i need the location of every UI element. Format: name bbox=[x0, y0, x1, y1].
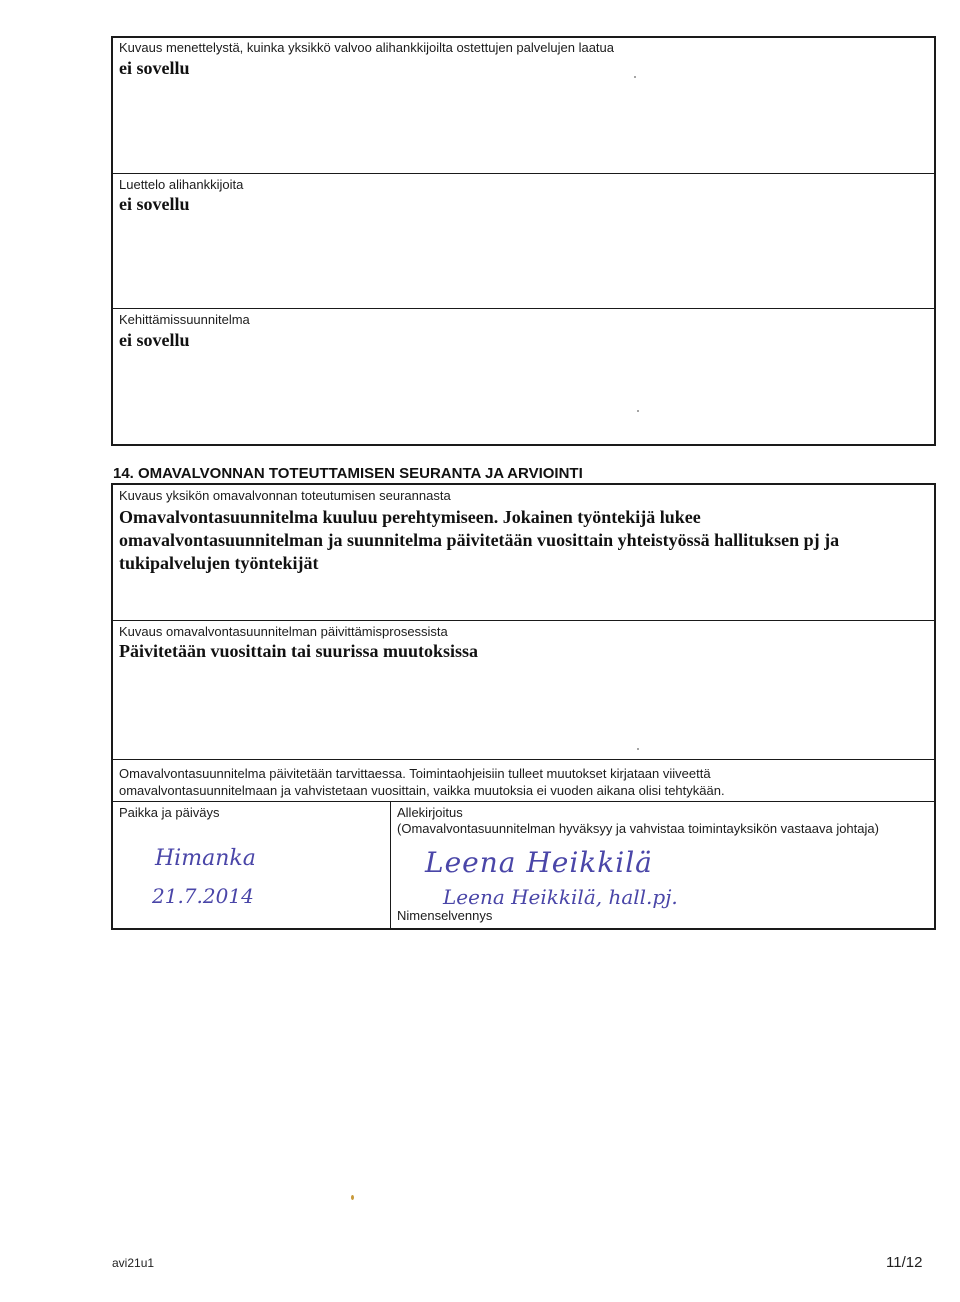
scan-speck bbox=[351, 1195, 354, 1200]
development-plan-label: Kehittämissuunnitelma bbox=[119, 312, 250, 327]
divider bbox=[113, 801, 934, 802]
signature-label: Allekirjoitus bbox=[397, 805, 463, 820]
quality-monitoring-label: Kuvaus menettelystä, kuinka yksikkö valvoo alihankkijoilta ostettujen palvelujen laatua bbox=[119, 40, 615, 55]
signature-sublabel: (Omavalvontasuunnitelman hyväksyy ja vahvistaa toimintayksikön vastaava johtaja) bbox=[397, 821, 879, 836]
handwritten-date: 21.7.2014 bbox=[152, 884, 254, 908]
divider bbox=[113, 759, 934, 760]
scan-speck bbox=[637, 410, 639, 412]
column-divider bbox=[390, 801, 391, 928]
subcontractor-list-label: Luettelo alihankkijoita bbox=[119, 177, 244, 192]
subcontracting-section-box bbox=[111, 36, 936, 446]
handwritten-place: Himanka bbox=[155, 846, 256, 871]
update-process-value: Päivitetään vuosittain tai suurissa muutoksissa bbox=[119, 641, 479, 661]
update-note-line-1: Omavalvontasuunnitelma päivitetään tarvittaessa. Toimintaohjeisiin tulleet muutokset kirjataan viiveettä bbox=[119, 766, 711, 781]
monitoring-label: Kuvaus yksikön omavalvonnan toteutumisen seurannasta bbox=[119, 488, 451, 503]
divider bbox=[113, 620, 934, 621]
divider bbox=[113, 173, 934, 174]
quality-monitoring-value: ei sovellu bbox=[119, 58, 190, 78]
scan-speck bbox=[637, 748, 639, 750]
name-clarification-label: Nimenselvennys bbox=[397, 908, 493, 923]
update-process-label: Kuvaus omavalvontasuunnitelman päivittämisprosessista bbox=[119, 624, 448, 639]
section-14-title: 14. OMAVALVONNAN TOTEUTTAMISEN SEURANTA JA ARVIOINTI bbox=[113, 465, 583, 482]
divider bbox=[113, 308, 934, 309]
development-plan-value: ei sovellu bbox=[119, 330, 190, 350]
update-note-line-2: omavalvontasuunnitelmaan ja vahvistetaan vuosittain, vaikka muutoksia ei vuoden aikana olisi tehtykään. bbox=[119, 783, 725, 798]
place-date-label: Paikka ja päiväys bbox=[119, 805, 220, 820]
monitoring-value: Omavalvontasuunnitelma kuuluu perehtymiseen. Jokainen työntekijä lukee omavalvontasuunnitelman ja suunnitelma päivitetään vuosittain yhteistyössä hallituksen pj ja tukipalvelujen työntekijät bbox=[119, 507, 840, 573]
handwritten-name-clarification: Leena Heikkilä, hall.pj. bbox=[443, 885, 678, 909]
handwritten-signature: Leena Heikkilä bbox=[425, 846, 653, 879]
document-code: avi21u1 bbox=[112, 1256, 155, 1270]
subcontractor-list-value: ei sovellu bbox=[119, 194, 190, 214]
scan-speck bbox=[634, 76, 636, 78]
page-number: 11/12 bbox=[886, 1254, 923, 1271]
